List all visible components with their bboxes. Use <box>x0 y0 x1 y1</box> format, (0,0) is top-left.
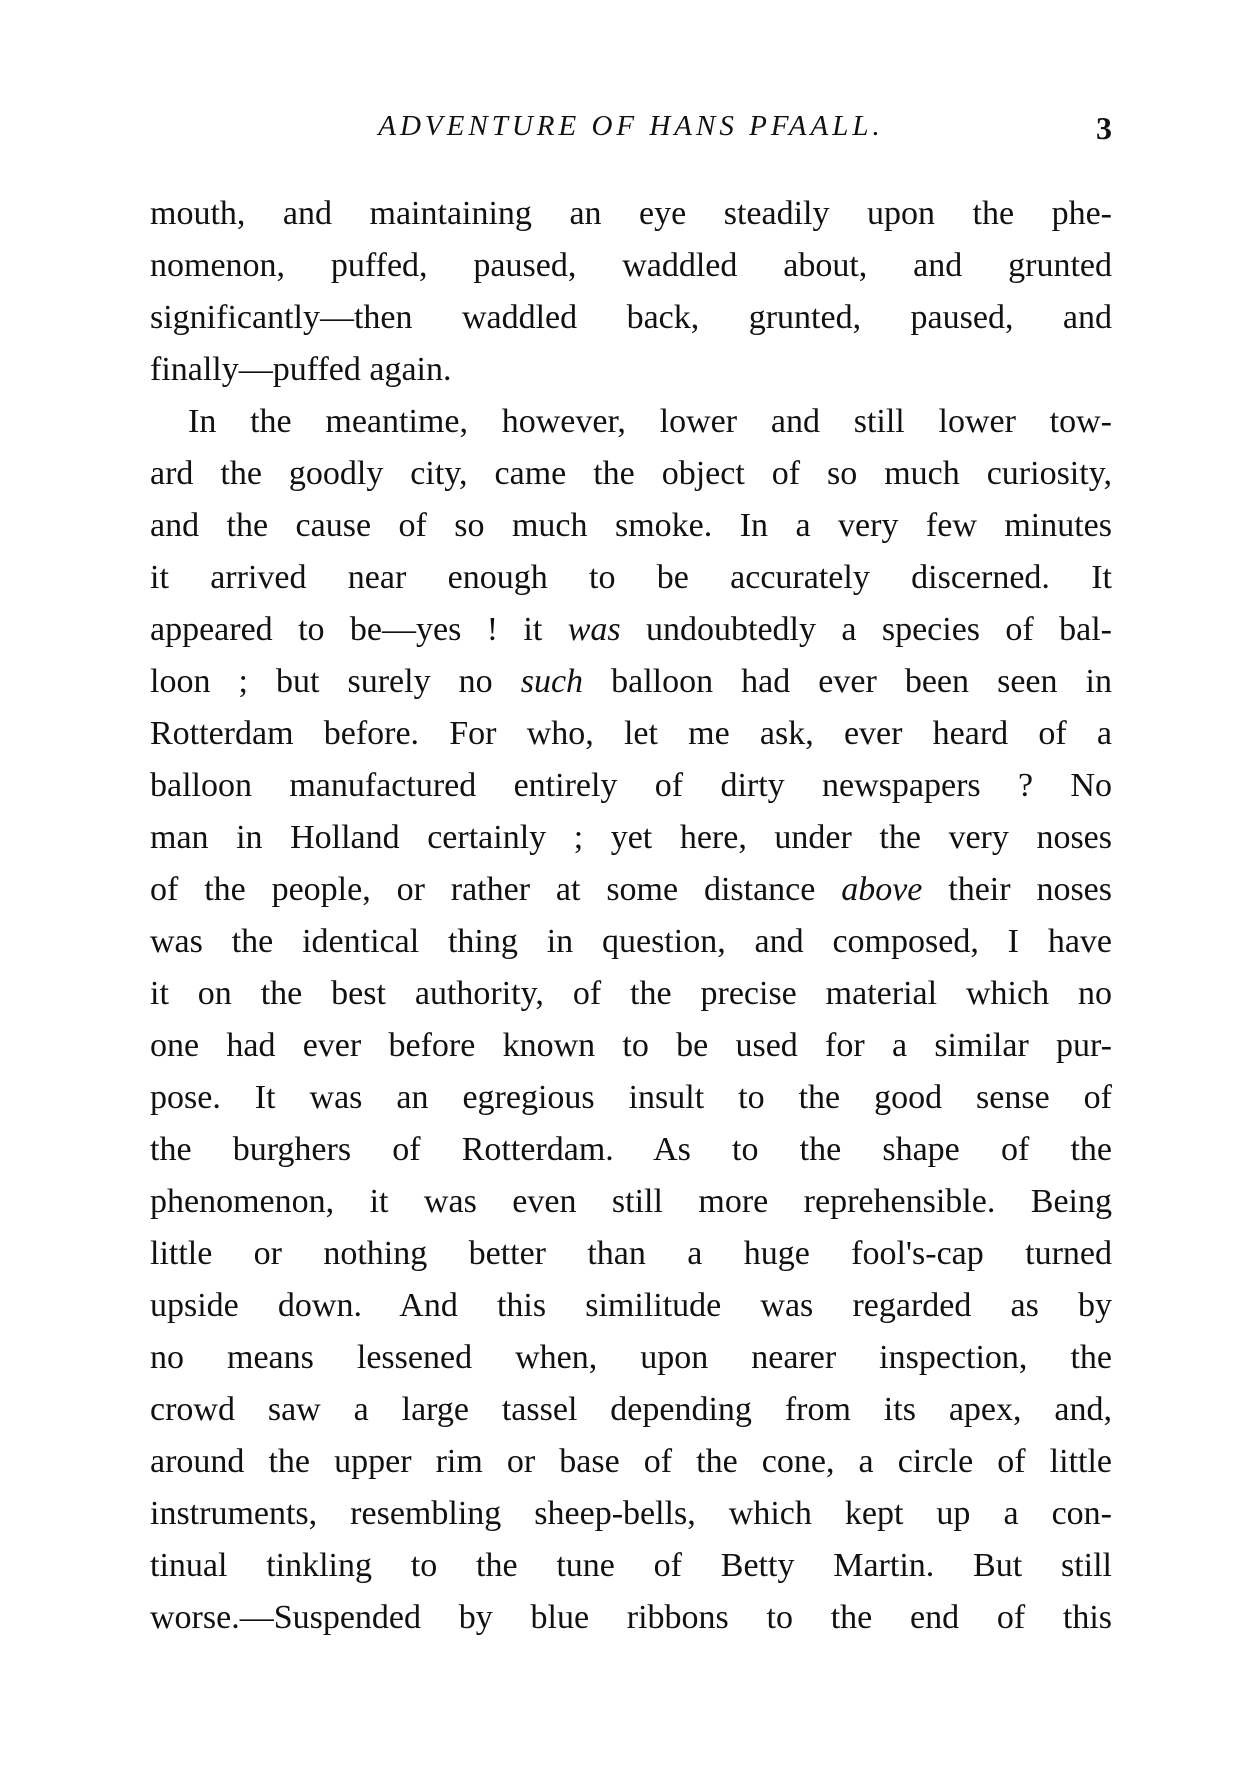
text-run: worse.—Suspended by blue ribbons to the end of this <box>150 1599 1112 1636</box>
paragraph <box>150 188 1112 396</box>
text-line <box>150 1228 1112 1280</box>
text-line <box>150 1436 1112 1488</box>
text-run: balloon had ever been seen in <box>583 663 1112 700</box>
text-line <box>150 500 1112 552</box>
text-run: it arrived near enough to be accurately discerned. It <box>150 559 1112 596</box>
text-line <box>150 604 1112 656</box>
text-line <box>150 812 1112 864</box>
text-line <box>150 188 1112 240</box>
text-run: undoubtedly a species of bal- <box>620 611 1112 648</box>
text-run: appeared to be—yes ! it <box>150 611 568 648</box>
text-run: finally—puffed again. <box>150 351 452 388</box>
text-line <box>150 916 1112 968</box>
text-run: little or nothing better than a huge fool's-cap turned <box>150 1235 1112 1272</box>
text-run: ard the goodly city, came the object of so much curiosity, <box>150 455 1112 492</box>
text-run: one had ever before known to be used for a similar pur- <box>150 1027 1112 1064</box>
text-line <box>150 1384 1112 1436</box>
text-line <box>150 552 1112 604</box>
text-line <box>150 1592 1112 1644</box>
text-run: no means lessened when, upon nearer inspection, the <box>150 1339 1112 1376</box>
running-head-title: ADVENTURE OF HANS PFAALL. <box>378 110 884 142</box>
text-line <box>150 656 1112 708</box>
text-run: loon ; but surely no <box>150 663 521 700</box>
text-run: was the identical thing in question, and composed, I have <box>150 923 1112 960</box>
text-run: it on the best authority, of the precise material which no <box>150 975 1112 1012</box>
text-run: In the meantime, however, lower and still lower tow- <box>188 403 1112 440</box>
text-line <box>150 1540 1112 1592</box>
text-run: around the upper rim or base of the cone, a circle of little <box>150 1443 1112 1480</box>
text-run: phenomenon, it was even still more reprehensible. Being <box>150 1183 1112 1220</box>
text-line <box>150 396 1112 448</box>
text-run: and the cause of so much smoke. In a very few minutes <box>150 507 1112 544</box>
text-line <box>150 1332 1112 1384</box>
text-run: mouth, and maintaining an eye steadily upon the phe- <box>150 195 1112 232</box>
text-run: man in Holland certainly ; yet here, under the very noses <box>150 819 1112 856</box>
text-run: the burghers of Rotterdam. As to the shape of the <box>150 1131 1112 1168</box>
body-text <box>150 188 1112 1644</box>
text-line <box>150 1280 1112 1332</box>
italic-text: was <box>567 611 621 648</box>
italic-text: such <box>520 663 584 700</box>
text-line <box>150 1072 1112 1124</box>
text-line <box>150 864 1112 916</box>
text-run: balloon manufactured entirely of dirty newspapers ? No <box>150 767 1112 804</box>
text-run: pose. It was an egregious insult to the good sense of <box>150 1079 1112 1116</box>
text-run: tinual tinkling to the tune of Betty Martin. But still <box>150 1547 1112 1584</box>
italic-text: above <box>841 871 923 908</box>
text-run: of the people, or rather at some distance <box>150 871 842 908</box>
text-run: significantly—then waddled back, grunted, paused, and <box>150 299 1112 336</box>
text-line <box>150 344 1112 396</box>
text-line <box>150 1488 1112 1540</box>
text-run: crowd saw a large tassel depending from its apex, and, <box>150 1391 1112 1428</box>
text-line <box>150 1124 1112 1176</box>
text-line <box>150 240 1112 292</box>
text-run: Rotterdam before. For who, let me ask, ever heard of a <box>150 715 1112 752</box>
text-line <box>150 1176 1112 1228</box>
running-head <box>150 110 1112 160</box>
text-line <box>150 760 1112 812</box>
text-line <box>150 1020 1112 1072</box>
text-run: upside down. And this similitude was regarded as by <box>150 1287 1112 1324</box>
text-line <box>150 968 1112 1020</box>
paragraph <box>150 396 1112 1644</box>
page-number: 3 <box>1096 110 1112 146</box>
text-line <box>150 708 1112 760</box>
text-run: their noses <box>922 871 1112 908</box>
text-run: instruments, resembling sheep-bells, which kept up a con- <box>150 1495 1112 1532</box>
text-line <box>150 448 1112 500</box>
text-line <box>150 292 1112 344</box>
text-run: nomenon, puffed, paused, waddled about, and grunted <box>150 247 1112 284</box>
